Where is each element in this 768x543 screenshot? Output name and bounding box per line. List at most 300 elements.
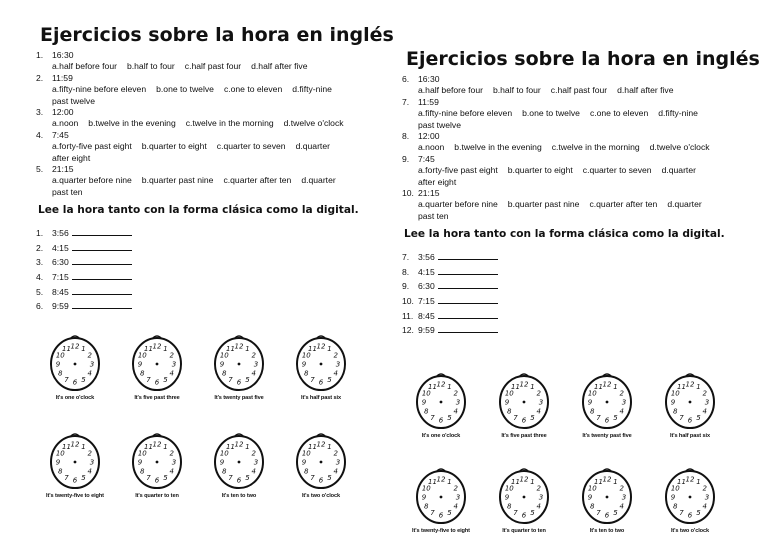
clock-center-dot [156, 363, 159, 366]
clock-face-icon [662, 372, 718, 432]
clock-number: 5 [245, 474, 250, 483]
clock-number: 10 [587, 484, 597, 493]
clock-number: 2 [251, 449, 256, 458]
clock-item [406, 372, 476, 439]
answer-option: d.fifty-nine [292, 84, 332, 95]
clock-number: 8 [507, 407, 512, 416]
clock-number: 4 [453, 407, 458, 416]
answer-option: a.fifty-nine before eleven [418, 108, 513, 119]
answer-blank-line[interactable] [72, 241, 132, 251]
clock-number: 3 [89, 458, 95, 467]
answer-option: b.one to twelve [522, 108, 580, 119]
clock-number: 4 [87, 467, 92, 476]
question-number: 3. [36, 107, 44, 118]
answer-option-continued: past twelve [52, 95, 95, 106]
clock-number: 1 [696, 477, 701, 486]
clock-number: 6 [521, 511, 527, 520]
clock-number: 9 [137, 458, 143, 467]
clock-number: 4 [169, 467, 174, 476]
clock-number: 9 [421, 493, 427, 502]
time-value: 6:30 [52, 257, 69, 268]
answer-blank-line[interactable] [438, 250, 498, 260]
clock-item [655, 372, 725, 439]
clock-number: 11 [428, 477, 437, 486]
clock-number: 5 [163, 474, 168, 483]
clock-item [286, 334, 356, 401]
clock-number: 5 [613, 414, 618, 423]
clock-face-icon [129, 334, 185, 394]
clock-center-dot [320, 363, 323, 366]
clock-number: 1 [530, 477, 535, 486]
clock-number: 5 [613, 509, 618, 518]
answer-option: a.fifty-nine before eleven [52, 84, 147, 95]
clock-number: 3 [538, 398, 544, 407]
answer-option: a.half before four [52, 61, 117, 72]
clock-number: 10 [421, 389, 431, 398]
question-time: 12:00 [52, 107, 74, 118]
clock-number: 4 [169, 369, 174, 378]
clock-center-dot [440, 401, 443, 404]
clock-number: 3 [171, 458, 177, 467]
clock-center-dot [523, 401, 526, 404]
clock-number: 9 [587, 493, 593, 502]
clock-number: 7 [64, 376, 69, 385]
answer-option: b.twelve in the evening [454, 142, 542, 153]
question-item [402, 188, 742, 222]
time-number: 7. [402, 252, 410, 263]
answer-blank-line[interactable] [438, 279, 498, 289]
clock-number: 1 [245, 344, 250, 353]
answer-option: a.forty-five past eight [418, 165, 498, 176]
answer-option: d.twelve o'clock [283, 118, 344, 129]
clock-number: 10 [219, 351, 229, 360]
time-item [402, 323, 742, 338]
clock-number: 3 [335, 360, 341, 369]
time-number: 3. [36, 257, 44, 268]
clock-number: 5 [447, 414, 452, 423]
clock-number: 10 [137, 449, 147, 458]
clock-number: 9 [587, 398, 593, 407]
answer-option: c.twelve in the morning [551, 142, 640, 153]
clock-number: 11 [594, 382, 603, 391]
question-time: 7:45 [418, 153, 435, 164]
clock-number: 11 [144, 344, 153, 353]
clock-center-dot [606, 401, 609, 404]
clock-number: 10 [670, 389, 680, 398]
time-number: 6. [36, 301, 44, 312]
clock-item [572, 467, 642, 534]
answer-option: b.half to four [492, 85, 541, 96]
clock-number: 2 [453, 484, 458, 493]
clock-number: 5 [447, 509, 452, 518]
clock-number: 12 [602, 475, 612, 484]
clock-number: 11 [677, 477, 686, 486]
worksheet-left [36, 24, 394, 314]
clock-caption: It's ten to two [589, 528, 625, 534]
clock-number: 4 [251, 369, 256, 378]
clock-number: 7 [679, 414, 684, 423]
clock-center-dot [689, 496, 692, 499]
page-title: Ejercicios sobre la hora en inglés [40, 24, 394, 46]
clock-number: 9 [670, 493, 676, 502]
clock-center-dot [320, 461, 323, 464]
clock-number: 12 [436, 380, 446, 389]
clock-number: 3 [253, 458, 259, 467]
answer-option: d.quarter [301, 175, 336, 186]
time-value: 8:45 [418, 310, 435, 321]
clock-number: 10 [219, 449, 229, 458]
time-list [402, 250, 742, 338]
answer-option: a.noon [52, 118, 79, 129]
question-item [402, 131, 742, 154]
clock-number: 12 [152, 342, 162, 351]
clock-number: 2 [87, 351, 92, 360]
clock-number: 2 [702, 484, 707, 493]
answer-option: b.half to four [126, 61, 175, 72]
answer-option: d.quarter [295, 141, 330, 152]
time-value: 3:56 [418, 252, 435, 263]
clock-number: 2 [169, 449, 174, 458]
clock-number: 4 [251, 467, 256, 476]
clock-center-dot [238, 363, 241, 366]
time-item [402, 279, 742, 294]
clock-number: 3 [704, 398, 710, 407]
question-number: 4. [36, 129, 44, 140]
answer-option: b.twelve in the evening [88, 118, 176, 129]
clock-number: 1 [696, 382, 701, 391]
time-list [36, 226, 376, 314]
clock-number: 2 [333, 449, 338, 458]
clock-caption: It's two o'clock [670, 528, 710, 534]
clock-number: 4 [702, 502, 707, 511]
clock-number: 3 [455, 493, 461, 502]
time-value: 4:15 [418, 266, 435, 277]
time-number: 4. [36, 272, 44, 283]
answer-option: c.quarter after ten [223, 175, 292, 186]
time-item [402, 294, 742, 309]
clock-number: 11 [511, 382, 520, 391]
time-item [36, 255, 376, 270]
clock-number: 9 [137, 360, 143, 369]
clock-center-dot [689, 401, 692, 404]
time-value: 9:59 [52, 301, 69, 312]
clock-number: 12 [519, 475, 529, 484]
clock-number: 1 [163, 442, 168, 451]
clock-number: 5 [327, 376, 332, 385]
clock-number: 1 [81, 442, 86, 451]
clock-number: 5 [530, 414, 535, 423]
clock-number: 9 [504, 398, 510, 407]
clock-number: 4 [333, 369, 338, 378]
clock-number: 6 [687, 416, 693, 425]
clock-number: 5 [327, 474, 332, 483]
clock-number: 4 [702, 407, 707, 416]
clock-number: 9 [55, 458, 61, 467]
question-time: 11:59 [418, 96, 439, 107]
time-value: 9:59 [418, 325, 435, 336]
question-item [402, 154, 742, 188]
clock-face-icon [293, 334, 349, 394]
clock-number: 8 [304, 369, 309, 378]
clock-caption: It's half past six [301, 395, 341, 401]
clock-number: 4 [453, 502, 458, 511]
clock-face-icon [211, 432, 267, 492]
clock-number: 4 [87, 369, 92, 378]
clock-number: 7 [596, 414, 601, 423]
clock-number: 2 [333, 351, 338, 360]
answer-blank-line[interactable] [438, 309, 498, 319]
question-number: 7. [402, 96, 410, 107]
clock-number: 8 [590, 502, 595, 511]
clock-item [286, 432, 356, 499]
clock-face-icon [579, 372, 635, 432]
time-item [402, 265, 742, 280]
answer-option: b.quarter past nine [507, 199, 580, 210]
clock-face-icon [413, 467, 469, 527]
question-item [402, 74, 742, 97]
clock-number: 1 [613, 382, 618, 391]
answer-option: a.half before four [418, 85, 483, 96]
clock-number: 8 [140, 369, 145, 378]
time-value: 3:56 [52, 228, 69, 239]
clock-number: 7 [310, 376, 315, 385]
answer-option-continued: after eight [52, 152, 91, 163]
clock-item [122, 334, 192, 401]
clock-number: 2 [251, 351, 256, 360]
time-number: 1. [36, 228, 44, 239]
clock-number: 3 [89, 360, 95, 369]
clock-number: 11 [428, 382, 437, 391]
worksheet-right [402, 48, 760, 338]
clock-number: 10 [301, 351, 311, 360]
time-number: 12. [402, 325, 414, 336]
question-time: 16:30 [52, 50, 74, 60]
answer-option: c.half past four [550, 85, 608, 96]
clock-center-dot [74, 363, 77, 366]
clock-number: 6 [604, 511, 610, 520]
clock-number: 7 [310, 474, 315, 483]
clock-number: 6 [318, 476, 324, 485]
clock-number: 7 [679, 509, 684, 518]
clock-caption: It's twenty-five to eight [46, 493, 104, 499]
question-list [402, 74, 742, 222]
clock-item [655, 467, 725, 534]
answer-blank-line[interactable] [72, 270, 132, 280]
clock-number: 11 [226, 442, 235, 451]
clock-number: 3 [538, 493, 544, 502]
clock-number: 10 [421, 484, 431, 493]
question-number: 9. [402, 153, 410, 164]
clock-number: 8 [507, 502, 512, 511]
time-value: 8:45 [52, 286, 69, 297]
clock-number: 11 [511, 477, 520, 486]
clock-caption: It's quarter to ten [135, 493, 179, 499]
clock-caption: It's twenty past five [214, 395, 264, 401]
answer-option-continued: past ten [52, 186, 83, 197]
clock-number: 1 [81, 344, 86, 353]
time-number: 8. [402, 266, 410, 277]
question-number: 1. [36, 50, 44, 60]
answer-option: b.one to twelve [156, 84, 214, 95]
time-item [36, 299, 376, 314]
answer-option: d.twelve o'clock [649, 142, 710, 153]
clock-caption: It's five past three [501, 433, 547, 439]
answer-blank-line[interactable] [72, 255, 132, 265]
clock-center-dot [440, 496, 443, 499]
question-item [402, 97, 742, 131]
clock-number: 1 [245, 442, 250, 451]
clock-number: 12 [234, 342, 244, 351]
time-number: 11. [402, 310, 414, 321]
clock-number: 2 [619, 484, 624, 493]
question-item [36, 50, 376, 73]
question-time: 21:15 [418, 188, 440, 199]
clock-number: 4 [619, 407, 624, 416]
clock-number: 10 [55, 449, 65, 458]
clock-number: 7 [513, 509, 518, 518]
answer-option: d.quarter [667, 199, 702, 210]
time-number: 9. [402, 281, 410, 292]
answer-blank-line[interactable] [72, 299, 132, 309]
answer-blank-line[interactable] [72, 285, 132, 295]
clock-number: 6 [154, 378, 160, 387]
clock-number: 6 [604, 416, 610, 425]
clock-number: 8 [590, 407, 595, 416]
clock-number: 2 [536, 484, 541, 493]
question-list [36, 50, 376, 198]
clock-number: 11 [226, 344, 235, 353]
clock-number: 9 [504, 493, 510, 502]
answer-option: b.quarter past nine [141, 175, 214, 186]
clock-number: 5 [81, 376, 86, 385]
clock-center-dot [156, 461, 159, 464]
answer-option: a.quarter before nine [52, 175, 132, 186]
time-value: 4:15 [52, 242, 69, 253]
answer-option: d.half after five [251, 61, 308, 72]
question-time: 11:59 [52, 72, 73, 83]
clock-number: 1 [163, 344, 168, 353]
clock-number: 3 [253, 360, 259, 369]
clock-number: 5 [163, 376, 168, 385]
clock-caption: It's one o'clock [55, 395, 95, 401]
clock-face-icon [47, 334, 103, 394]
answer-blank-line[interactable] [438, 323, 498, 333]
clock-item [40, 334, 110, 401]
answer-option: b.quarter to eight [141, 141, 207, 152]
clock-number: 2 [536, 389, 541, 398]
clock-number: 1 [530, 382, 535, 391]
question-number: 6. [402, 74, 410, 84]
answer-blank-line[interactable] [72, 226, 132, 236]
clock-number: 10 [301, 449, 311, 458]
clock-number: 12 [152, 440, 162, 449]
clock-number: 5 [696, 414, 701, 423]
clock-item [204, 334, 274, 401]
clock-caption: It's quarter to ten [502, 528, 546, 534]
clock-number: 6 [236, 476, 242, 485]
clock-face-icon [579, 467, 635, 527]
answer-blank-line[interactable] [438, 294, 498, 304]
answer-option: a.forty-five past eight [52, 141, 132, 152]
clock-number: 1 [447, 382, 452, 391]
clock-number: 8 [304, 467, 309, 476]
answer-option: d.half after five [617, 85, 674, 96]
answer-option: c.twelve in the morning [185, 118, 274, 129]
clock-number: 8 [58, 369, 63, 378]
clock-number: 4 [536, 502, 541, 511]
clock-number: 6 [72, 476, 78, 485]
clock-number: 1 [613, 477, 618, 486]
time-item [402, 309, 742, 324]
time-value: 6:30 [418, 281, 435, 292]
clock-number: 3 [171, 360, 177, 369]
clock-number: 10 [55, 351, 65, 360]
question-item [36, 107, 376, 130]
clock-item [489, 372, 559, 439]
clock-face-icon [293, 432, 349, 492]
clock-number: 11 [144, 442, 153, 451]
clock-number: 7 [146, 474, 151, 483]
clock-number: 6 [687, 511, 693, 520]
time-value: 7:15 [418, 296, 435, 307]
time-item [36, 241, 376, 256]
clock-number: 12 [234, 440, 244, 449]
clock-number: 5 [245, 376, 250, 385]
clock-face-icon [496, 372, 552, 432]
clock-number: 6 [72, 378, 78, 387]
clock-number: 4 [536, 407, 541, 416]
clock-number: 7 [228, 376, 233, 385]
answer-option: d.fifty-nine [658, 108, 698, 119]
clock-number: 6 [318, 378, 324, 387]
clock-number: 2 [619, 389, 624, 398]
clock-number: 7 [430, 509, 435, 518]
clock-center-dot [523, 496, 526, 499]
clock-center-dot [238, 461, 241, 464]
clock-number: 7 [430, 414, 435, 423]
clock-number: 9 [670, 398, 676, 407]
answer-option: c.quarter to seven [582, 165, 652, 176]
question-item [36, 73, 376, 107]
clock-number: 6 [521, 416, 527, 425]
clock-number: 9 [219, 458, 225, 467]
clock-number: 12 [70, 440, 80, 449]
clock-number: 3 [621, 398, 627, 407]
clock-number: 8 [673, 407, 678, 416]
clock-caption: It's ten to two [221, 493, 257, 499]
clock-number: 8 [424, 502, 429, 511]
question-number: 10. [402, 188, 414, 199]
answer-option-continued: after eight [418, 176, 457, 187]
instruction-heading: Lee la hora tanto con la forma clásica como la digital. [404, 228, 725, 241]
answer-option: c.one to eleven [223, 84, 283, 95]
answer-option: d.quarter [661, 165, 696, 176]
answer-option: c.half past four [184, 61, 242, 72]
question-item [36, 130, 376, 164]
clock-number: 9 [301, 360, 307, 369]
answer-blank-line[interactable] [438, 265, 498, 275]
time-item [36, 285, 376, 300]
instruction-heading: Lee la hora tanto con la forma clásica como la digital. [38, 204, 359, 217]
question-time: 7:45 [52, 129, 69, 140]
clock-number: 9 [421, 398, 427, 407]
clock-number: 11 [677, 382, 686, 391]
clock-number: 12 [70, 342, 80, 351]
clock-number: 8 [222, 369, 227, 378]
clock-number: 5 [696, 509, 701, 518]
clock-item [406, 467, 476, 534]
clock-number: 11 [62, 442, 71, 451]
